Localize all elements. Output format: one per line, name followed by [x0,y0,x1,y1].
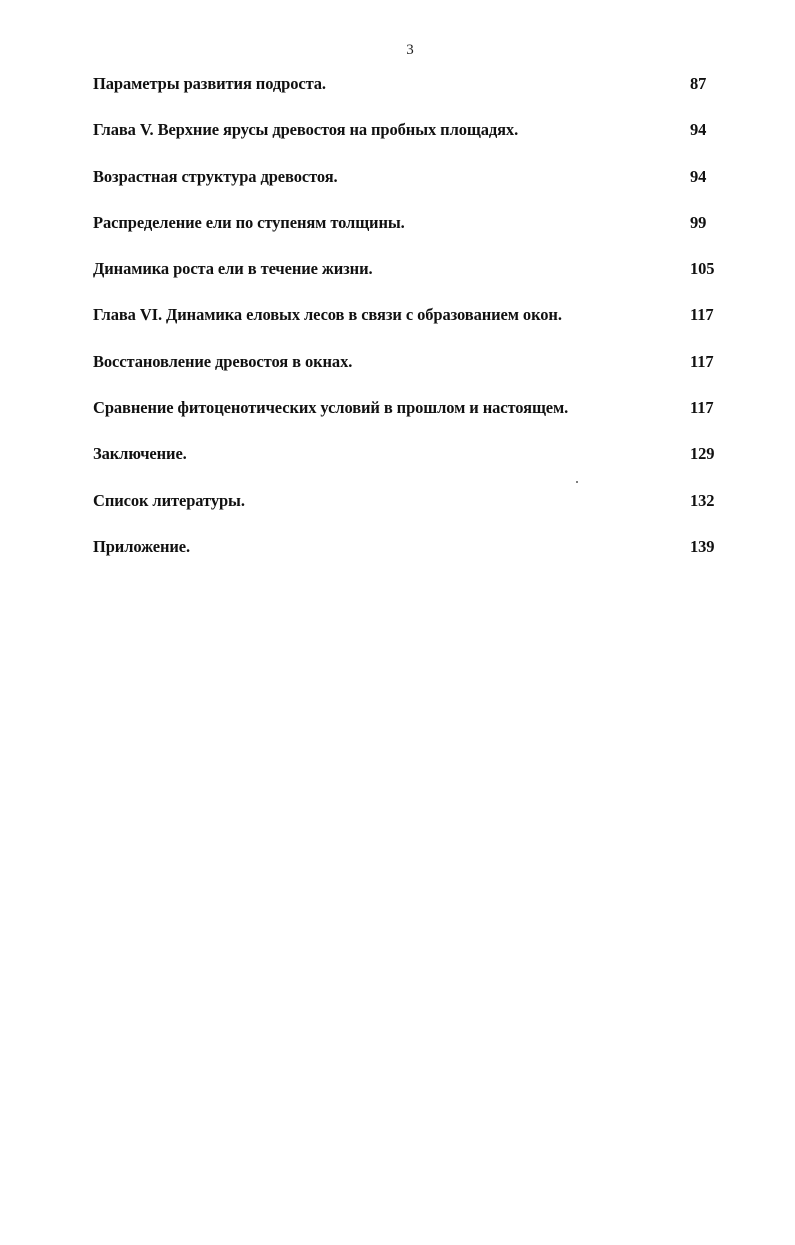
toc-entry-page: 139 [690,536,715,556]
toc-entry [93,487,733,533]
toc-entry-title: Приложение. [93,536,191,556]
toc-entry-title: Глава VI. Динамика еловых лесов в связи с образованием окон. [93,305,562,325]
toc-entry-title: Глава V. Верхние ярусы древостоя на пробных площадях. [93,120,519,140]
toc-entry-page: 117 [690,305,714,325]
toc-entry-title: Динамика роста ели в течение жизни. [93,259,373,279]
page-number: 3 [406,42,414,58]
toc-entry [93,394,733,440]
toc-entry-page: 94 [690,166,707,186]
toc-entry-page: 99 [690,212,707,232]
toc-entry-title: Восстановление древостоя в окнах. [93,351,353,371]
toc-entry-page: 117 [690,351,714,371]
toc-entry [93,348,733,394]
toc-entry-title: Список литературы. [93,490,245,510]
toc-entry [93,116,733,162]
toc-entry [93,163,733,209]
toc-entry-page: 105 [690,259,715,279]
toc-entry-title: Возрастная структура древостоя. [93,166,338,186]
toc-entry [93,70,733,116]
toc-entry-title: Сравнение фитоценотических условий в прошлом и настоящем. [93,398,569,418]
toc-entry-page: 129 [690,444,715,464]
toc-entry-title: Заключение. [93,444,187,464]
toc-entry-page: 87 [690,74,707,93]
toc-entry [93,255,733,301]
toc-entry-title: Распределение ели по ступеням толщины. [93,212,405,232]
toc-entry [93,301,733,347]
toc-entry-page: 94 [690,120,707,140]
scan-speck [576,481,578,483]
toc-entry [93,440,733,486]
toc-entry-title: Параметры развития подроста. [93,74,326,93]
table-of-contents [93,70,733,579]
toc-entry [93,533,733,579]
toc-entry-page: 132 [690,490,715,510]
toc-entry [93,209,733,255]
toc-entry-page: 117 [690,398,714,418]
